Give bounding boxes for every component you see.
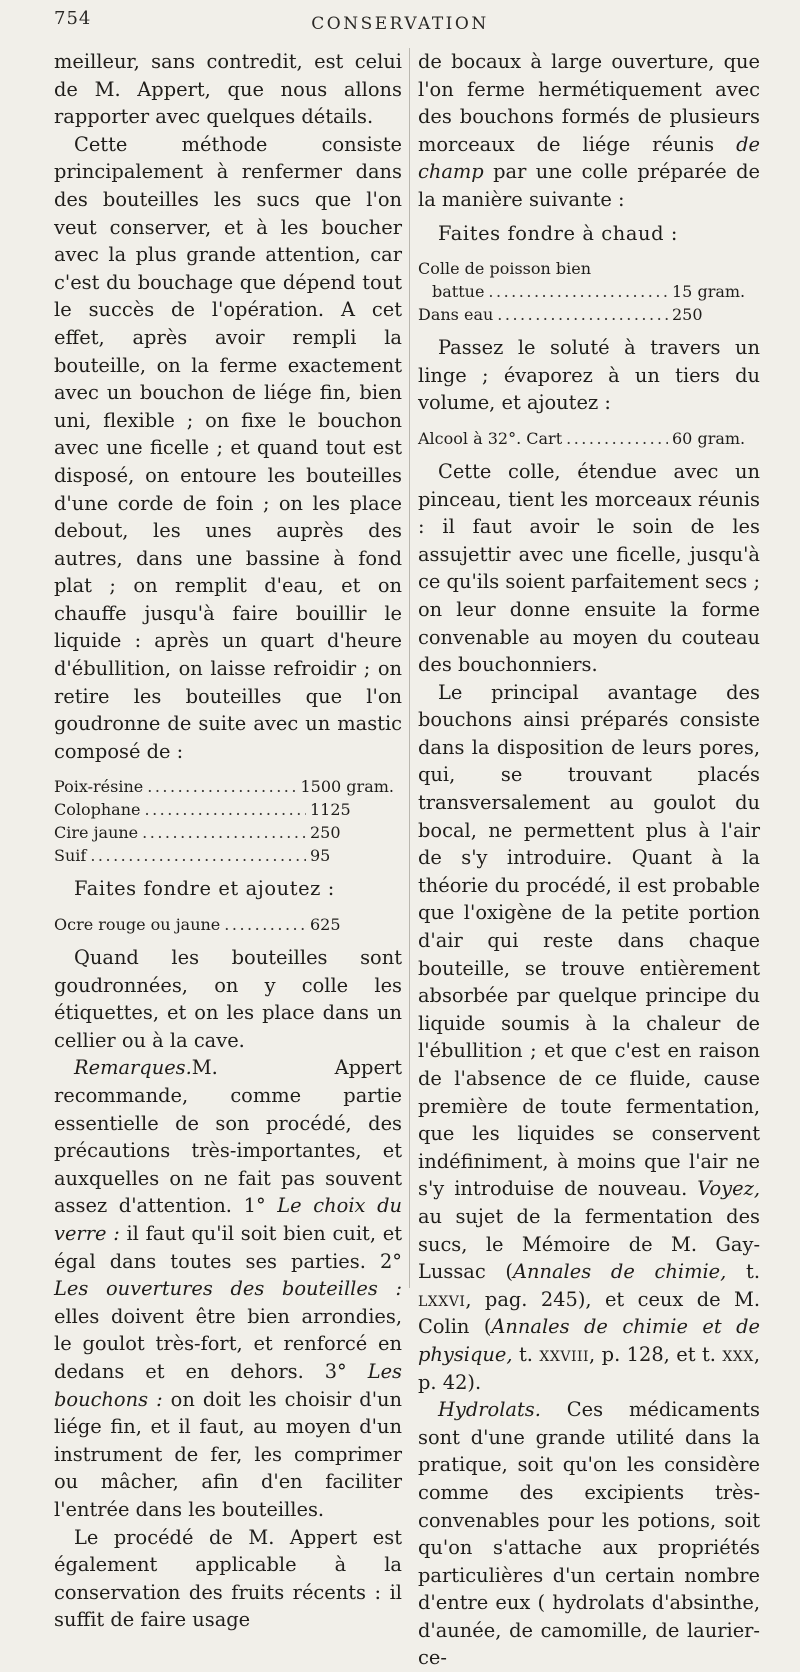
ingredient-name: Colle de poisson bien [418, 259, 592, 279]
recipe-row [54, 775, 394, 798]
text-run: par une colle préparée de la manière suivante : [418, 160, 760, 211]
text-run: , p. 128, et t. [589, 1342, 723, 1366]
recipe-row [418, 303, 760, 326]
text-run: de bocaux à large ouverture, que l'on ferme hermétiquement avec des bouchons formés de plusieurs morceaux de liége réunis [418, 50, 760, 156]
leader-dots [566, 427, 668, 450]
leader-dots [144, 798, 306, 821]
small-caps-run: lxxvi [418, 1287, 466, 1311]
paragraph: Le procédé de M. Appert est également applicable à la conservation des fruits récents : il suffit de faire usage [54, 1525, 402, 1632]
ingredient-quantity: 250 [310, 823, 341, 843]
italic-run: Voyez, [697, 1177, 760, 1201]
leader-dots [147, 775, 296, 798]
text-run: on doit les choisir d'un liége fin, et il faut, au moyen d'un instrument de fer, les comprimer ou mâcher, afin d'en faciliter l'entrée dans les bouteilles. [54, 1387, 403, 1521]
ingredient-quantity: 1500 gram. [300, 777, 394, 797]
recipe-row [54, 798, 394, 821]
text-run: , p. 42). [418, 1342, 760, 1394]
recipe-table [54, 775, 402, 867]
recipe-row [418, 427, 760, 450]
page-number: 754 [54, 8, 92, 29]
ingredient-name: Suif [54, 846, 87, 866]
paragraph [418, 48, 760, 214]
instruction-line: Faites fondre et ajoutez : [74, 877, 335, 901]
ingredient-name: Cire jaune [54, 823, 139, 843]
text-run: Le principal avantage des bouchons ainsi préparés consiste dans la disposition de leurs pores, qui, se trouvant placés transversalement au goulot du bocal, ne permettent plus à l'air de s'y introduire. Quant à la théorie du procédé, il est probable que l'oxigène de la petite portion d'air qui reste dans chaque bouteille, se trouve entièrement absorbée par quelque principe du liquide soumis à la chaleur de l'ébullition ; et que c'est en raison de l'absence de ce fluide, cause première de toute fermentation, que les liquides se conservent indéfiniment, à moins que l'air ne s'y introduise de nouveau. [418, 680, 760, 1201]
text-run: Ces médicaments sont d'une grande utilité dans la pratique, soit qu'on les considère comme des excipients très-convenables pour les potions, soit qu'on s'attache aux propriétés particulières d'un certain nombre d'entre eux ( hydrolats d'absinthe, d'aunée, de camomille, de laurier-ce- [418, 1398, 760, 1670]
recipe-table [418, 257, 760, 326]
italic-run: Annales de chimie, [513, 1260, 727, 1284]
recipe-row [54, 913, 394, 936]
left-column [54, 48, 402, 1634]
section-label: Hydrolats. [438, 1398, 541, 1422]
leader-dots [497, 303, 668, 326]
ingredient-name: Colophane [54, 800, 141, 820]
recipe-table [418, 427, 760, 450]
italic-run: de champ [418, 132, 760, 184]
paragraph [418, 679, 760, 1396]
text-run: il faut qu'il soit bien cuit, et égal dans toutes ses parties. 2° [54, 1221, 402, 1273]
ingredient-quantity: 60 gram. [672, 428, 746, 448]
recipe-row [418, 280, 760, 303]
paragraph [418, 1396, 760, 1672]
paragraph: Cette colle, étendue avec un pinceau, tient les morceaux réunis : il faut avoir le soin de les assujettir avec une ficelle, jusqu'à ce qu'ils soient parfaitement secs ; on leur donne ensuite la forme convenable au moyen du couteau des bouchonniers. [418, 459, 760, 677]
paragraph: meilleur, sans contredit, est celui de M. Appert, que nous allons rapporter avec quelques détails. [54, 50, 402, 129]
small-caps-run: xxviii [539, 1342, 590, 1366]
paragraph [54, 1054, 402, 1523]
paragraph: Passez le soluté à travers un linge ; évaporez à un tiers du volume, et ajoutez : [418, 336, 760, 415]
ingredient-name: battue [432, 282, 485, 302]
text-run: , pag. 245), et ceux de M. Colin ( [418, 1287, 760, 1339]
ingredient-quantity: 95 [310, 846, 331, 866]
running-head: CONSERVATION [311, 14, 489, 34]
leader-dots [488, 280, 668, 303]
recipe-table [54, 913, 402, 936]
text-run: au sujet de la fermentation des sucs, le Mémoire de M. Gay-Lussac ( [418, 1204, 760, 1284]
ingredient-name: Ocre rouge ou jaune [54, 915, 221, 935]
leader-dots [224, 913, 306, 936]
section-label: Remarques. [74, 1056, 192, 1080]
italic-run: Annales de chimie et de physique, [418, 1315, 760, 1366]
italic-run: Les ouvertures des bouteilles : [54, 1277, 402, 1301]
ingredient-name: Poix-résine [54, 777, 144, 797]
italic-run: Les bouchons : [54, 1359, 402, 1411]
ingredient-quantity: 625 [310, 915, 341, 935]
instruction-line: Faites fondre à chaud : [438, 221, 678, 245]
text-run: t. [726, 1260, 761, 1284]
paragraph: Cette méthode consiste principalement à renfermer dans des bouteilles les sucs que l'on veut conserver, et à les boucher avec la plus grande attention, car c'est du bouchage que dépend tout le succès de l'opération. A cet effet, après avoir rempli la bouteille, on la ferme exactement avec un bouchon de liége fin, bien uni, flexible ; on fixe le bouchon avec une ficelle ; et quand tout est disposé, on entoure les bouteilles d'une corde de foin ; on les place debout, les unes auprès des autres, dans une bassine à fond plat ; on remplit d'eau, et on chauffe jusqu'à faire bouillir le liquide : après un quart d'heure d'ébullition, on laisse refroidir ; on retire les bouteilles que l'on goudronne de suite avec un mastic composé de : [54, 132, 402, 763]
ingredient-name: Alcool à 32°. Cart [418, 428, 563, 448]
column-divider [409, 48, 410, 1288]
text-run: M. Appert recommande, comme partie essentielle de son procédé, des précautions très-importantes, et auxquelles on ne fait pas souvent assez d'attention. 1° [54, 1056, 402, 1218]
small-caps-run: xxx [722, 1342, 754, 1366]
paragraph: Quand les bouteilles sont goudronnées, on y colle les étiquettes, et on les place dans un cellier ou à la cave. [54, 946, 402, 1052]
recipe-row [54, 844, 394, 867]
leader-dots [90, 844, 306, 867]
text-run: t. [512, 1342, 540, 1366]
recipe-row [54, 821, 394, 844]
ingredient-quantity: 15 gram. [672, 282, 746, 302]
text-run: elles doivent être bien arrondies, le goulot très-fort, et renforcé en dedans et en dehors. 3° [54, 1304, 402, 1383]
leader-dots [142, 821, 306, 844]
right-column [418, 48, 760, 1672]
ingredient-quantity: 1125 [310, 800, 351, 820]
italic-run: Le choix du verre : [54, 1194, 402, 1245]
ingredient-name: Dans eau [418, 305, 494, 325]
ingredient-quantity: 250 [672, 305, 703, 325]
